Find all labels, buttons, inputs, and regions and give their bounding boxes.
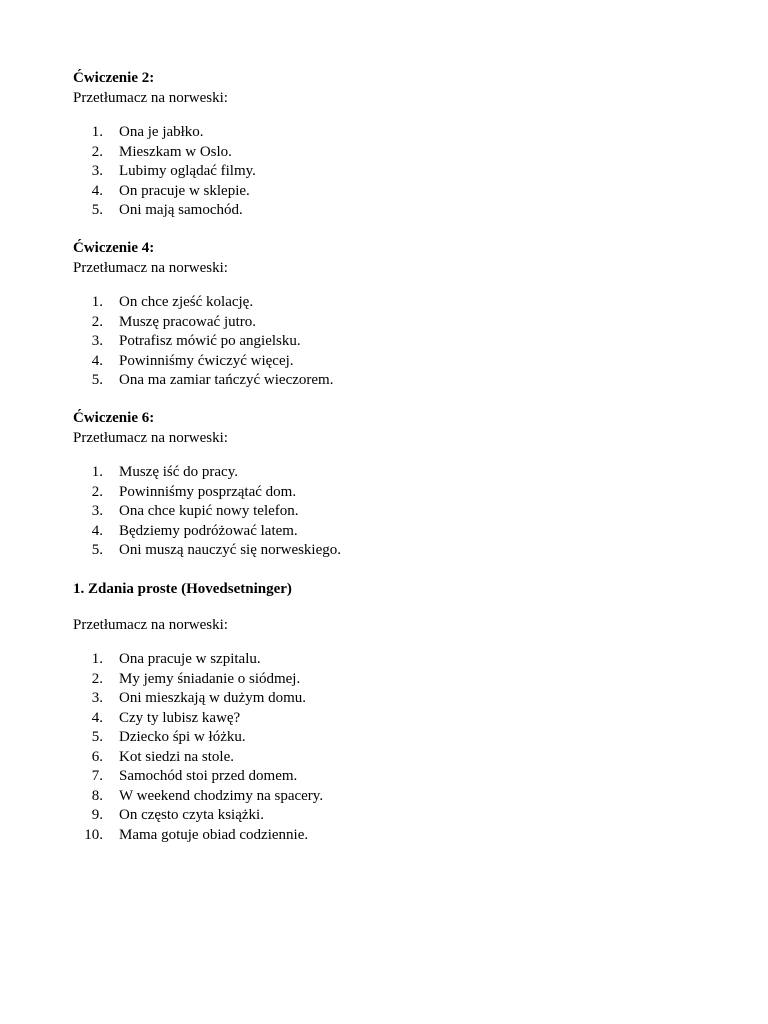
list-text: Muszę iść do pracy. <box>119 464 238 480</box>
numbered-list <box>73 123 693 221</box>
list-number: 3. <box>91 503 103 519</box>
section-heading: Ćwiczenie 4: <box>73 240 155 256</box>
exercise-6-section <box>73 409 693 561</box>
list-item <box>73 352 693 372</box>
list-item <box>73 670 693 690</box>
list-item <box>73 313 693 333</box>
numbered-list <box>73 650 693 845</box>
list-text: Oni mają samochód. <box>119 202 243 218</box>
list-text: Powinniśmy ćwiczyć więcej. <box>119 352 294 369</box>
list-item <box>73 463 693 483</box>
list-number: 4. <box>91 522 103 539</box>
list-item <box>73 522 693 542</box>
list-number: 2. <box>91 670 103 687</box>
exercise-2-section <box>73 69 693 221</box>
list-text: On często czyta książki. <box>119 807 264 823</box>
list-number: 2. <box>91 483 103 500</box>
list-item <box>73 123 693 143</box>
list-item <box>73 767 693 787</box>
list-text: Mieszkam w Oslo. <box>119 143 232 160</box>
list-text: Oni mieszkają w dużym domu. <box>119 690 307 706</box>
numbered-list <box>73 463 693 561</box>
list-text: My jemy śniadanie o siódmej. <box>119 670 301 687</box>
list-text: Ona je jabłko. <box>119 124 204 140</box>
list-item <box>73 728 693 748</box>
list-number: 9. <box>91 807 103 823</box>
exercise-4-section <box>73 239 693 391</box>
list-number: 8. <box>91 787 103 804</box>
list-item <box>73 201 693 221</box>
list-number: 4. <box>91 182 103 199</box>
list-text: Kot siedzi na stole. <box>119 748 234 765</box>
list-item <box>73 143 693 163</box>
list-item <box>73 787 693 807</box>
list-number: 5. <box>91 542 103 558</box>
section-heading: 1. Zdania proste (Hovedsetninger) <box>73 581 292 597</box>
list-item <box>73 806 693 826</box>
list-number: 5. <box>91 372 103 388</box>
list-item <box>73 709 693 729</box>
list-number: 4. <box>91 709 103 726</box>
list-number: 2. <box>91 143 103 160</box>
list-text: Ona ma zamiar tańczyć wieczorem. <box>119 372 334 388</box>
list-text: Czy ty lubisz kawę? <box>119 709 241 726</box>
list-text: W weekend chodzimy na spacery. <box>119 787 324 804</box>
list-number: 7. <box>91 768 103 784</box>
list-number: 4. <box>91 352 103 369</box>
list-number: 5. <box>91 202 103 218</box>
list-text: Muszę pracować jutro. <box>119 313 257 330</box>
list-number: 5. <box>91 729 103 745</box>
list-item <box>73 748 693 768</box>
list-number: 3. <box>91 690 103 706</box>
list-text: On chce zjeść kolację. <box>119 294 254 310</box>
list-number: 10. <box>84 826 103 843</box>
list-item <box>73 541 693 561</box>
list-number: 1. <box>91 294 103 310</box>
section-instruction: Przetłumacz na norweski: <box>73 259 228 276</box>
list-text: Mama gotuje obiad codziennie. <box>119 826 309 843</box>
list-number: 1. <box>91 651 103 667</box>
list-text: Samochód stoi przed domem. <box>119 768 298 784</box>
section-instruction: Przetłumacz na norweski: <box>73 429 228 446</box>
list-item <box>73 293 693 313</box>
list-text: Oni muszą nauczyć się norweskiego. <box>119 542 342 558</box>
section-instruction: Przetłumacz na norweski: <box>73 616 228 633</box>
list-item <box>73 182 693 202</box>
list-text: On pracuje w sklepie. <box>119 182 250 199</box>
list-item <box>73 332 693 352</box>
section-instruction: Przetłumacz na norweski: <box>73 89 228 106</box>
list-item <box>73 826 693 846</box>
list-text: Dziecko śpi w łóżku. <box>119 729 246 745</box>
list-item <box>73 483 693 503</box>
list-item <box>73 650 693 670</box>
list-text: Powinniśmy posprzątać dom. <box>119 483 297 500</box>
list-item <box>73 502 693 522</box>
list-text: Będziemy podróżować latem. <box>119 522 298 539</box>
list-item <box>73 162 693 182</box>
simple-sentences-section <box>73 580 693 845</box>
list-text: Ona pracuje w szpitalu. <box>119 651 261 667</box>
list-text: Potrafisz mówić po angielsku. <box>119 333 301 349</box>
list-number: 6. <box>91 748 103 765</box>
list-number: 3. <box>91 163 103 179</box>
section-heading: Ćwiczenie 6: <box>73 410 155 426</box>
list-item <box>73 689 693 709</box>
list-item <box>73 371 693 391</box>
list-text: Ona chce kupić nowy telefon. <box>119 503 299 519</box>
section-heading: Ćwiczenie 2: <box>73 70 155 86</box>
list-text: Lubimy oglądać filmy. <box>119 163 256 179</box>
list-number: 1. <box>91 124 103 140</box>
list-number: 2. <box>91 313 103 330</box>
list-number: 3. <box>91 333 103 349</box>
numbered-list <box>73 293 693 391</box>
list-number: 1. <box>91 464 103 480</box>
